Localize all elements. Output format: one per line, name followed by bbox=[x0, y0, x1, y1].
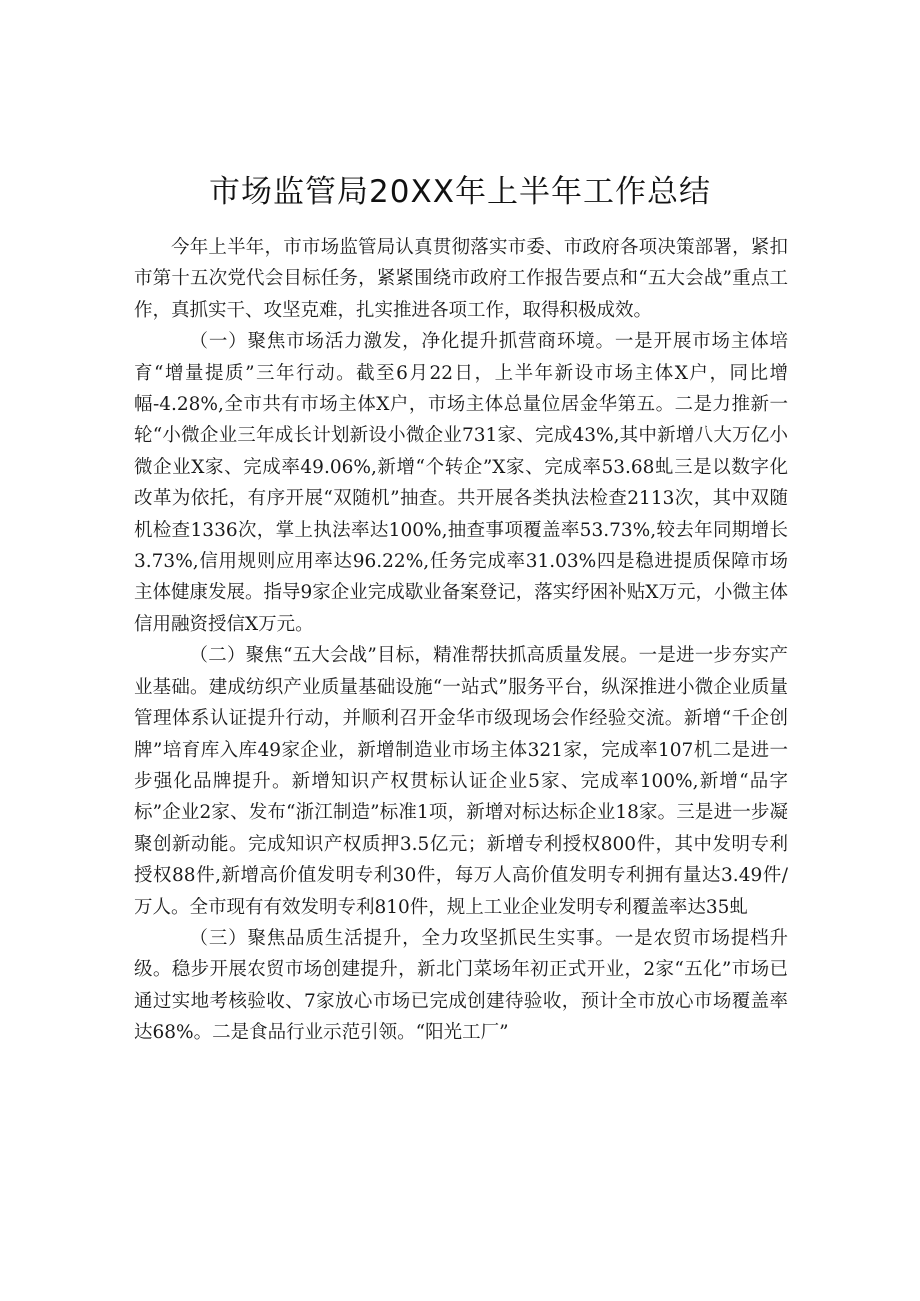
paragraph-section-1: （一）聚焦市场活力激发，净化提升抓营商环境。一是开展市场主体培育“增量提质”三年行动。截至6月22日，上半年新设市场主体X户，同比增幅-4.28%,全市共有市场主体X户，市场主体总量位居金华第五。二是力推新一轮“小微企业三年成长计划新设小微企业731家、完成43%,其中新增八大万亿小微企业X家、完成率49.06%,新增“个转企”X家、完成率53.68虬三是以数字化改革为依托，有序开展“双随机”抽查。共开展各类执法检查2113次，其中双随机检查1336次，掌上执法率达100%,抽查事项覆盖率53.73%,较去年同期增长3.73%,信用规则应用率达96.22%,任务完成率31.03%四是稳进提质保障市场主体健康发展。指导9家企业完成歇业备案登记，落实纾困补贴X万元，小微主体信用融资授信X万元。 bbox=[134, 331, 788, 635]
paragraph-intro: 今年上半年，市市场监管局认真贯彻落实市委、市政府各项决策部署，紧扣市第十五次党代会目标任务，紧紧围绕市政府工作报告要点和“五大会战”重点工作，真抓实干、攻坚克难，扎实推进各项工作，取得积极成效。 bbox=[134, 237, 788, 321]
document-title: 市场监管局20XX年上半年工作总结 bbox=[209, 174, 711, 210]
document-body bbox=[134, 232, 788, 1049]
paragraph-section-3: （三）聚焦品质生活提升，全力攻坚抓民生实事。一是农贸市场提档升级。稳步开展农贸市场创建提升，新北门菜场年初正式开业，2家“五化”市场已通过实地考核验收、7家放心市场已完成创建待验收，预计全市放心市场覆盖率达68%。二是食品行业示范引领。“阳光工厂” bbox=[134, 927, 788, 1044]
paragraph-section-2: （二）聚焦“五大会战”目标，精准帮扶抓高质量发展。一是进一步夯实产业基础。建成纺织产业质量基础设施“一站式”服务平台，纵深推进小微企业质量管理体系认证提升行动，并顺利召开金华市级现场会作经验交流。新增“千企创牌”培育库入库49家企业，新增制造业市场主体321家，完成率107机二是进一步强化品牌提升。新增知识产权贯标认证企业5家、完成率100%,新增“品字标”企业2家、发布“浙江制造”标准1项，新增对标达标企业18家。三是进一步凝聚创新动能。完成知识产权质押3.5亿元；新增专利授权800件，其中发明专利授权88件,新增高价值发明专利30件，每万人高价值发明专利拥有量达3.49件/万人。全市现有有效发明专利810件，规上工业企业发明专利覆盖率达35虬 bbox=[134, 645, 788, 918]
